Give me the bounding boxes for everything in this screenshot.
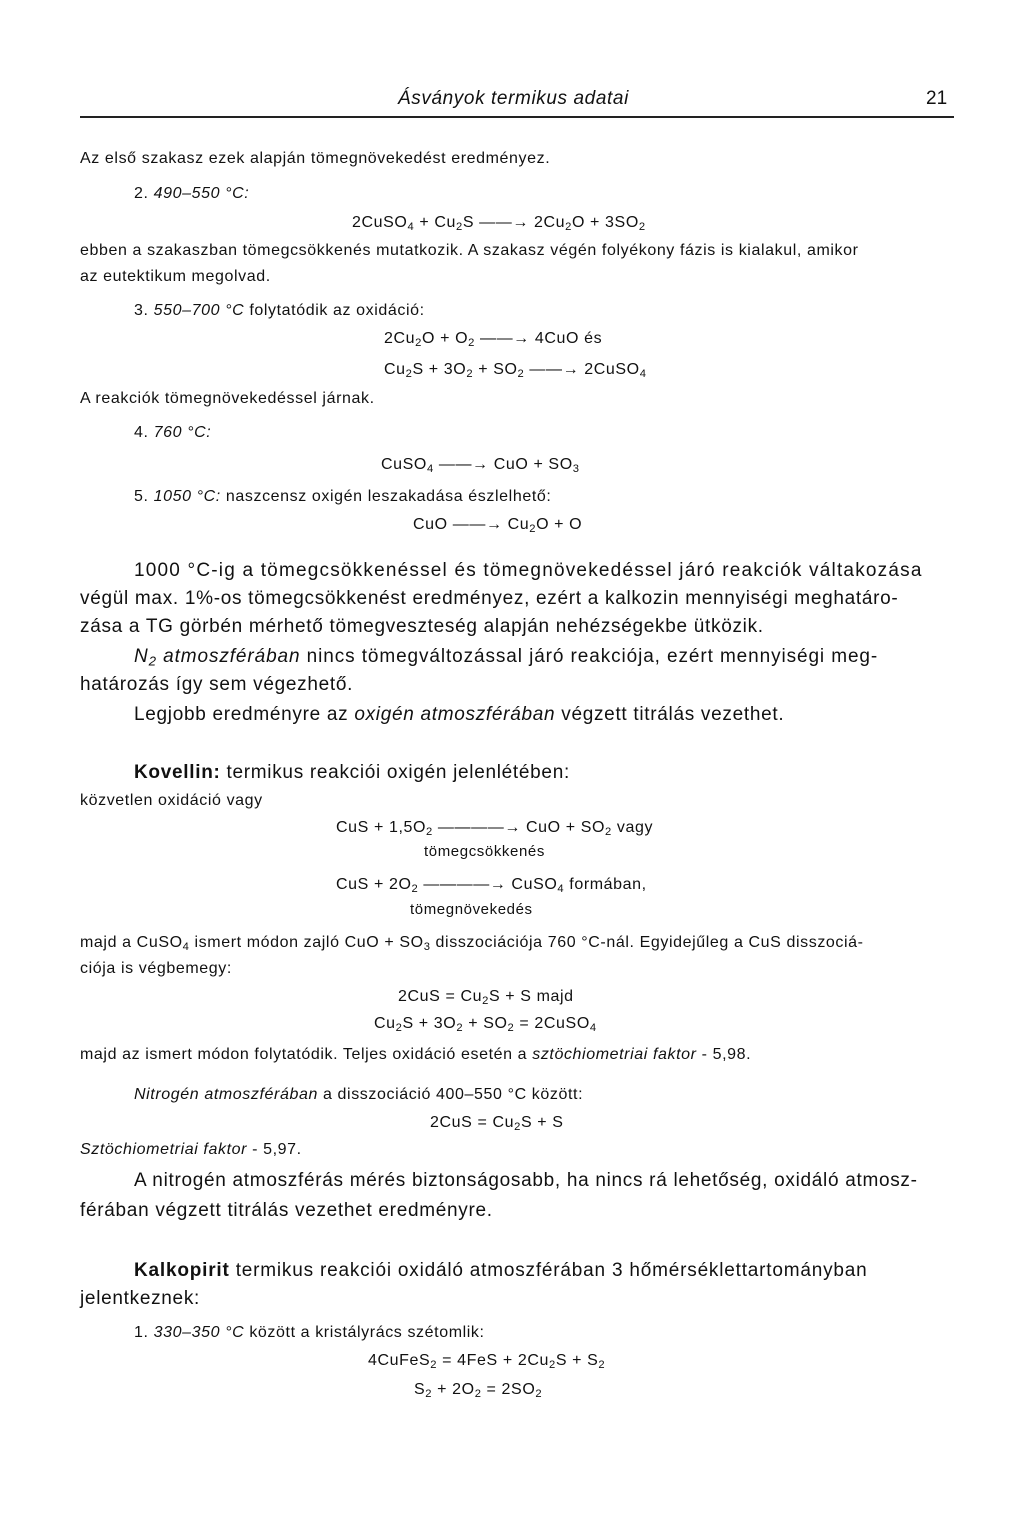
text-line: az eutektikum megolvad.: [80, 268, 271, 285]
page-number: 21: [926, 88, 948, 109]
step-number: 4.: [134, 424, 149, 441]
equation: 4CuFeS$_2$ = $4FeS + 2Cu_2S + S_2$: [368, 1352, 606, 1371]
equation: CuS + $2O_2$ ————→ CuSO$_4$ formában,: [336, 876, 647, 895]
temperature-range: 330–350 °C: [153, 1324, 245, 1341]
paragraph-line: határozás így sem végezhető.: [80, 674, 354, 695]
step-5-label: 5. 1050 °C: naszcensz oxigén leszakadása észlelhető:: [134, 488, 552, 505]
equation: $2CuS = Cu_2S + S$ majd: [398, 988, 574, 1007]
equation-label: tömegcsökkenés: [424, 843, 545, 860]
step-1-label: 1. 330–350 °C között a kristályrács szétomlik:: [134, 1324, 485, 1341]
text-line: Sztöchiometriai faktor - 5,97.: [80, 1141, 302, 1158]
equation: $2CuS = Cu_2S + S$: [430, 1114, 564, 1133]
paragraph-line: 1000 °C-ig a tömegcsökkenéssel és tömegnövekedéssel járó reakciók váltakozása: [134, 560, 923, 581]
paragraph-line: jelentkeznek:: [80, 1288, 201, 1309]
step-3-label: 3. 550–700 °C folytatódik az oxidáció:: [134, 302, 425, 319]
running-header-title: Ásványok termikus adatai: [398, 88, 629, 109]
step-number: 5.: [134, 488, 149, 505]
paragraph-line: A nitrogén atmoszférás mérés biztonságosabb, ha nincs rá lehetőség, oxidáló atmosz-: [134, 1170, 918, 1191]
temperature-range: 550–700 °C: [153, 302, 245, 319]
equation: $Cu_2S + 3O_2 + SO_2$ = 2CuSO$_4$: [374, 1015, 597, 1034]
text-line: ciója is végbemegy:: [80, 960, 232, 977]
equation: 2CuSO$_4$ + $Cu_2S$ ——→ $2Cu_2O + 3SO_2$: [352, 214, 646, 233]
equation-label: tömegnövekedés: [410, 901, 533, 918]
step-2-label: [134, 185, 249, 203]
text-line: közvetlen oxidáció vagy: [80, 792, 263, 809]
paragraph-line: zása a TG görbén mérhető tömegveszteség alapján nehézségekbe ütközik.: [80, 616, 764, 637]
paragraph-line: Legjobb eredményre az oxigén atmoszférában végzett titrálás vezethet.: [134, 704, 785, 725]
equation: CuO ——→ $Cu_2O + O$: [413, 516, 583, 535]
step-number: 2.: [134, 185, 149, 202]
section-heading-kovellin: Kovellin: termikus reakciói oxigén jelenlétében:: [134, 762, 570, 783]
paragraph-line: $N_2$ atmoszférában nincs tömegváltozással járó reakciója, ezért mennyiségi meg-: [134, 646, 879, 669]
section-heading-kalkopirit: Kalkopirit termikus reakciói oxidáló atmoszférában 3 hőmérséklettartományban: [134, 1260, 868, 1281]
temperature-range: 760 °C:: [153, 424, 212, 441]
equation: CuS + $1,5O_2$ ————→ CuO + $SO_2$ vagy: [336, 819, 654, 838]
text-line: majd az ismert módon folytatódik. Teljes oxidáció esetén a sztöchiometriai faktor - 5,98.: [80, 1046, 752, 1063]
step-number: 3.: [134, 302, 149, 319]
header-rule: [80, 116, 954, 118]
equation: $2Cu_2O + O_2$ ——→ 4CuO és: [384, 330, 603, 349]
step-number: 1.: [134, 1324, 149, 1341]
text-line: A reakciók tömegnövekedéssel járnak.: [80, 390, 375, 407]
text-line: Nitrogén atmoszférában a disszociáció 400–550 °C között:: [134, 1086, 584, 1103]
temperature-range: 1050 °C:: [153, 488, 221, 505]
temperature-range: 490–550 °C:: [153, 185, 250, 202]
equation: CuSO$_4$ ——→ CuO + $SO_3$: [381, 456, 580, 475]
equation: $S_2 + 2O_2 = 2SO_2$: [414, 1381, 543, 1400]
text-line: ebben a szakaszban tömegcsökkenés mutatkozik. A szakasz végén folyékony fázis is kialakul, amikor: [80, 242, 859, 259]
equation: $Cu_2S + 3O_2 + SO_2$ ——→ 2CuSO$_4$: [384, 361, 647, 380]
paragraph-line: férában végzett titrálás vezethet eredményre.: [80, 1200, 493, 1221]
step-4-label: [134, 424, 211, 442]
paragraph-line: végül max. 1%-os tömegcsökkenést eredményez, ezért a kalkozin mennyiségi meghatáro-: [80, 588, 899, 609]
text-line: Az első szakasz ezek alapján tömegnövekedést eredményez.: [80, 150, 551, 167]
text-line: majd a CuSO$_4$ ismert módon zajló CuO + $SO_3$ disszociációja 760 °C-nál. Egyidejűleg a CuS disszociá-: [80, 934, 864, 953]
